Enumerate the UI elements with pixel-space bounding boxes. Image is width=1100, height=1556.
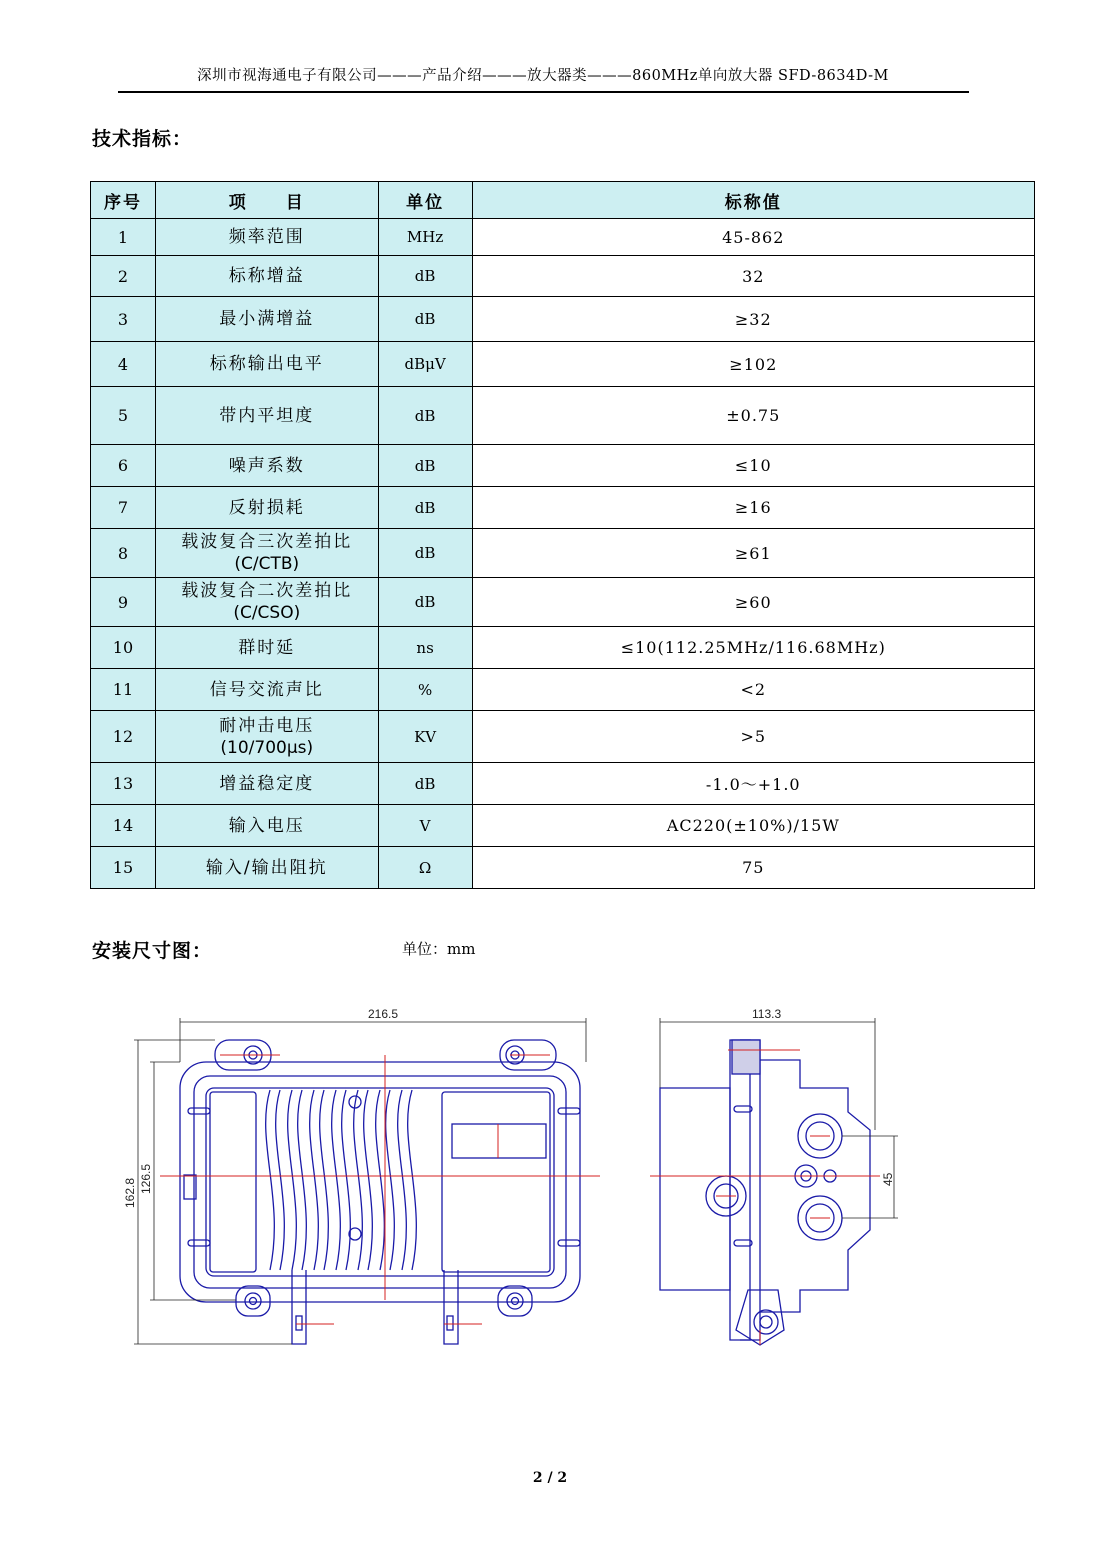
heat-sink-fin — [298, 1090, 307, 1270]
screw-hole-icon — [754, 1310, 778, 1334]
spec-item-label: 耐冲击电压 — [219, 715, 315, 736]
heat-sink-fin — [354, 1090, 363, 1270]
heat-sink-fin — [376, 1090, 385, 1270]
spec-unit: MHz — [378, 219, 472, 256]
spec-no: 1 — [91, 219, 156, 256]
front-left-compartment — [210, 1092, 256, 1272]
front-view — [180, 1040, 580, 1344]
spec-item — [155, 256, 378, 297]
spec-row — [91, 763, 1035, 805]
spec-item-label: 增益稳定度 — [219, 773, 315, 794]
dim-width-label: 216.5 — [368, 1007, 399, 1021]
mount-ear-bottom-left — [236, 1286, 270, 1316]
spec-unit: Ω — [378, 847, 472, 889]
spec-row — [91, 711, 1035, 763]
side-slot — [558, 1240, 580, 1246]
spec-item — [155, 578, 378, 627]
mount-bracket-right — [444, 1270, 458, 1344]
header-rule — [118, 91, 969, 93]
spec-no: 10 — [91, 627, 156, 669]
spec-row — [91, 445, 1035, 487]
spec-no: 14 — [91, 805, 156, 847]
page-number: 2 / 2 — [532, 1470, 568, 1486]
spec-no: 5 — [91, 387, 156, 445]
spec-row — [91, 387, 1035, 445]
spec-item-label: 信号交流声比 — [209, 679, 324, 700]
mount-bracket-left — [292, 1270, 306, 1344]
spec-no: 9 — [91, 578, 156, 627]
spec-row — [91, 529, 1035, 578]
spec-item — [155, 445, 378, 487]
spec-value: >5 — [472, 711, 1034, 763]
spec-value: ≥32 — [472, 297, 1034, 342]
col-header-value: 标称值 — [472, 182, 1034, 219]
side-slot — [734, 1106, 752, 1112]
spec-item-label: 噪声系数 — [228, 455, 305, 476]
dim-port-spacing-label: 45 — [881, 1172, 895, 1186]
spec-unit: V — [378, 805, 472, 847]
col-header-no: 序号 — [91, 182, 156, 219]
spec-no: 13 — [91, 763, 156, 805]
spec-item-sublabel: (C/CSO) — [233, 603, 301, 623]
spec-value: AC220(±10%)/15W — [472, 805, 1034, 847]
spec-row — [91, 805, 1035, 847]
spec-table — [90, 181, 1035, 889]
spec-item-label: 频率范围 — [228, 227, 305, 247]
dim-depth-label: 113.3 — [752, 1007, 782, 1021]
spec-item-label: 载波复合二次差拍比 — [181, 581, 353, 601]
spec-no: 6 — [91, 445, 156, 487]
spec-item — [155, 847, 378, 889]
spec-item-label: 最小满增益 — [219, 309, 315, 329]
spec-row — [91, 847, 1035, 889]
page-header: 深圳市视海通电子有限公司———产品介绍———放大器类———860MHz单向放大器 SFD-8634D-M — [197, 68, 889, 84]
spec-unit: dB — [378, 445, 472, 487]
spec-unit: dBμV — [378, 342, 472, 387]
heat-sink-fin — [342, 1090, 351, 1270]
spec-unit: KV — [378, 711, 472, 763]
spec-row — [91, 578, 1035, 627]
spec-item-label: 标称增益 — [228, 266, 305, 286]
spec-item — [155, 219, 378, 256]
spec-value: ≥61 — [472, 529, 1034, 578]
spec-item-label: 带内平坦度 — [219, 405, 315, 426]
spec-unit: dB — [378, 487, 472, 529]
col-header-item: 项 目 — [155, 182, 378, 219]
spec-item-label: 群时延 — [238, 637, 296, 658]
spec-table-body — [91, 219, 1035, 889]
spec-no: 15 — [91, 847, 156, 889]
spec-item-label: 输入电压 — [228, 815, 305, 836]
spec-value: 75 — [472, 847, 1034, 889]
spec-item — [155, 387, 378, 445]
front-right-compartment — [442, 1092, 550, 1272]
side-body-left — [660, 1088, 730, 1290]
spec-unit: dB — [378, 256, 472, 297]
spec-value: <2 — [472, 669, 1034, 711]
spec-item — [155, 529, 378, 578]
heat-sink-fin — [266, 1090, 275, 1270]
screw-hole-icon — [250, 1298, 257, 1305]
spec-item — [155, 487, 378, 529]
heat-sink-fin — [310, 1090, 319, 1270]
spec-item — [155, 627, 378, 669]
centerlines — [160, 1050, 880, 1345]
unit-note: 单位：mm — [402, 940, 476, 958]
dim-height-outer-label: 162.8 — [123, 1177, 137, 1208]
bracket-slot — [296, 1316, 302, 1330]
spec-no: 2 — [91, 256, 156, 297]
spec-item-label: 载波复合三次差拍比 — [181, 532, 353, 552]
screw-hole-icon — [512, 1298, 519, 1305]
spec-value: -1.0～+1.0 — [472, 763, 1034, 805]
screw-hole-icon — [507, 1293, 523, 1309]
screw-hole-icon — [760, 1316, 772, 1328]
spec-row — [91, 219, 1035, 256]
spec-item — [155, 297, 378, 342]
spec-item-label: 输入/输出阻抗 — [205, 857, 328, 878]
spec-unit: dB — [378, 297, 472, 342]
spec-unit: dB — [378, 578, 472, 627]
spec-item-label: 标称输出电平 — [209, 354, 324, 374]
spec-item — [155, 669, 378, 711]
spec-no: 11 — [91, 669, 156, 711]
heat-sink-fin — [408, 1090, 417, 1270]
installation-drawing — [120, 1000, 920, 1360]
heat-sink-fin — [320, 1090, 329, 1270]
side-slot — [734, 1240, 752, 1246]
side-view — [660, 1040, 870, 1345]
side-slot — [558, 1108, 580, 1114]
heat-sink-fin — [288, 1090, 297, 1270]
heat-sink-fin — [276, 1090, 285, 1270]
screw-hole-icon — [245, 1293, 261, 1309]
spec-item-sublabel: (C/CTB) — [234, 554, 300, 574]
spec-value: ≥60 — [472, 578, 1034, 627]
label-plate — [452, 1124, 546, 1158]
front-housing-frame — [194, 1076, 566, 1288]
spec-unit: dB — [378, 529, 472, 578]
spec-unit: % — [378, 669, 472, 711]
spec-unit: ns — [378, 627, 472, 669]
heat-sink-fin — [386, 1090, 395, 1270]
spec-row — [91, 342, 1035, 387]
spec-row — [91, 297, 1035, 342]
spec-item — [155, 763, 378, 805]
spec-value: ≥16 — [472, 487, 1034, 529]
side-hatch-block — [732, 1040, 760, 1074]
spec-table-header — [91, 182, 1035, 219]
side-slot — [188, 1108, 210, 1114]
install-title: 安装尺寸图： — [92, 940, 213, 962]
spec-no: 7 — [91, 487, 156, 529]
dim-height-inner-label: 126.5 — [139, 1163, 153, 1194]
spec-value: 45-862 — [472, 219, 1034, 256]
spec-item — [155, 711, 378, 763]
spec-item-label: 反射损耗 — [228, 497, 305, 518]
spec-no: 4 — [91, 342, 156, 387]
specs-title: 技术指标： — [92, 128, 193, 150]
spec-no: 3 — [91, 297, 156, 342]
spec-value: 32 — [472, 256, 1034, 297]
bracket-slot — [447, 1316, 453, 1330]
side-body-right — [760, 1060, 870, 1312]
heat-sink-fin — [332, 1090, 341, 1270]
spec-value: ≥102 — [472, 342, 1034, 387]
spec-item-sublabel: (10/700μs) — [220, 737, 314, 758]
front-housing-outer — [180, 1062, 580, 1302]
spec-row — [91, 669, 1035, 711]
spec-item — [155, 342, 378, 387]
spec-item — [155, 805, 378, 847]
spec-row — [91, 487, 1035, 529]
spec-no: 12 — [91, 711, 156, 763]
spec-value: ≤10(112.25MHz/116.68MHz) — [472, 627, 1034, 669]
spec-value: ±0.75 — [472, 387, 1034, 445]
heat-sink-fin — [364, 1090, 373, 1270]
spec-unit: dB — [378, 763, 472, 805]
side-slot — [188, 1240, 210, 1246]
col-header-unit: 单位 — [378, 182, 472, 219]
spec-unit: dB — [378, 387, 472, 445]
spec-row — [91, 627, 1035, 669]
mount-ear-bottom-right — [498, 1286, 532, 1316]
spec-no: 8 — [91, 529, 156, 578]
heat-sink-fin — [398, 1090, 407, 1270]
spec-row — [91, 256, 1035, 297]
front-housing-inner — [206, 1088, 554, 1276]
spec-value: ≤10 — [472, 445, 1034, 487]
